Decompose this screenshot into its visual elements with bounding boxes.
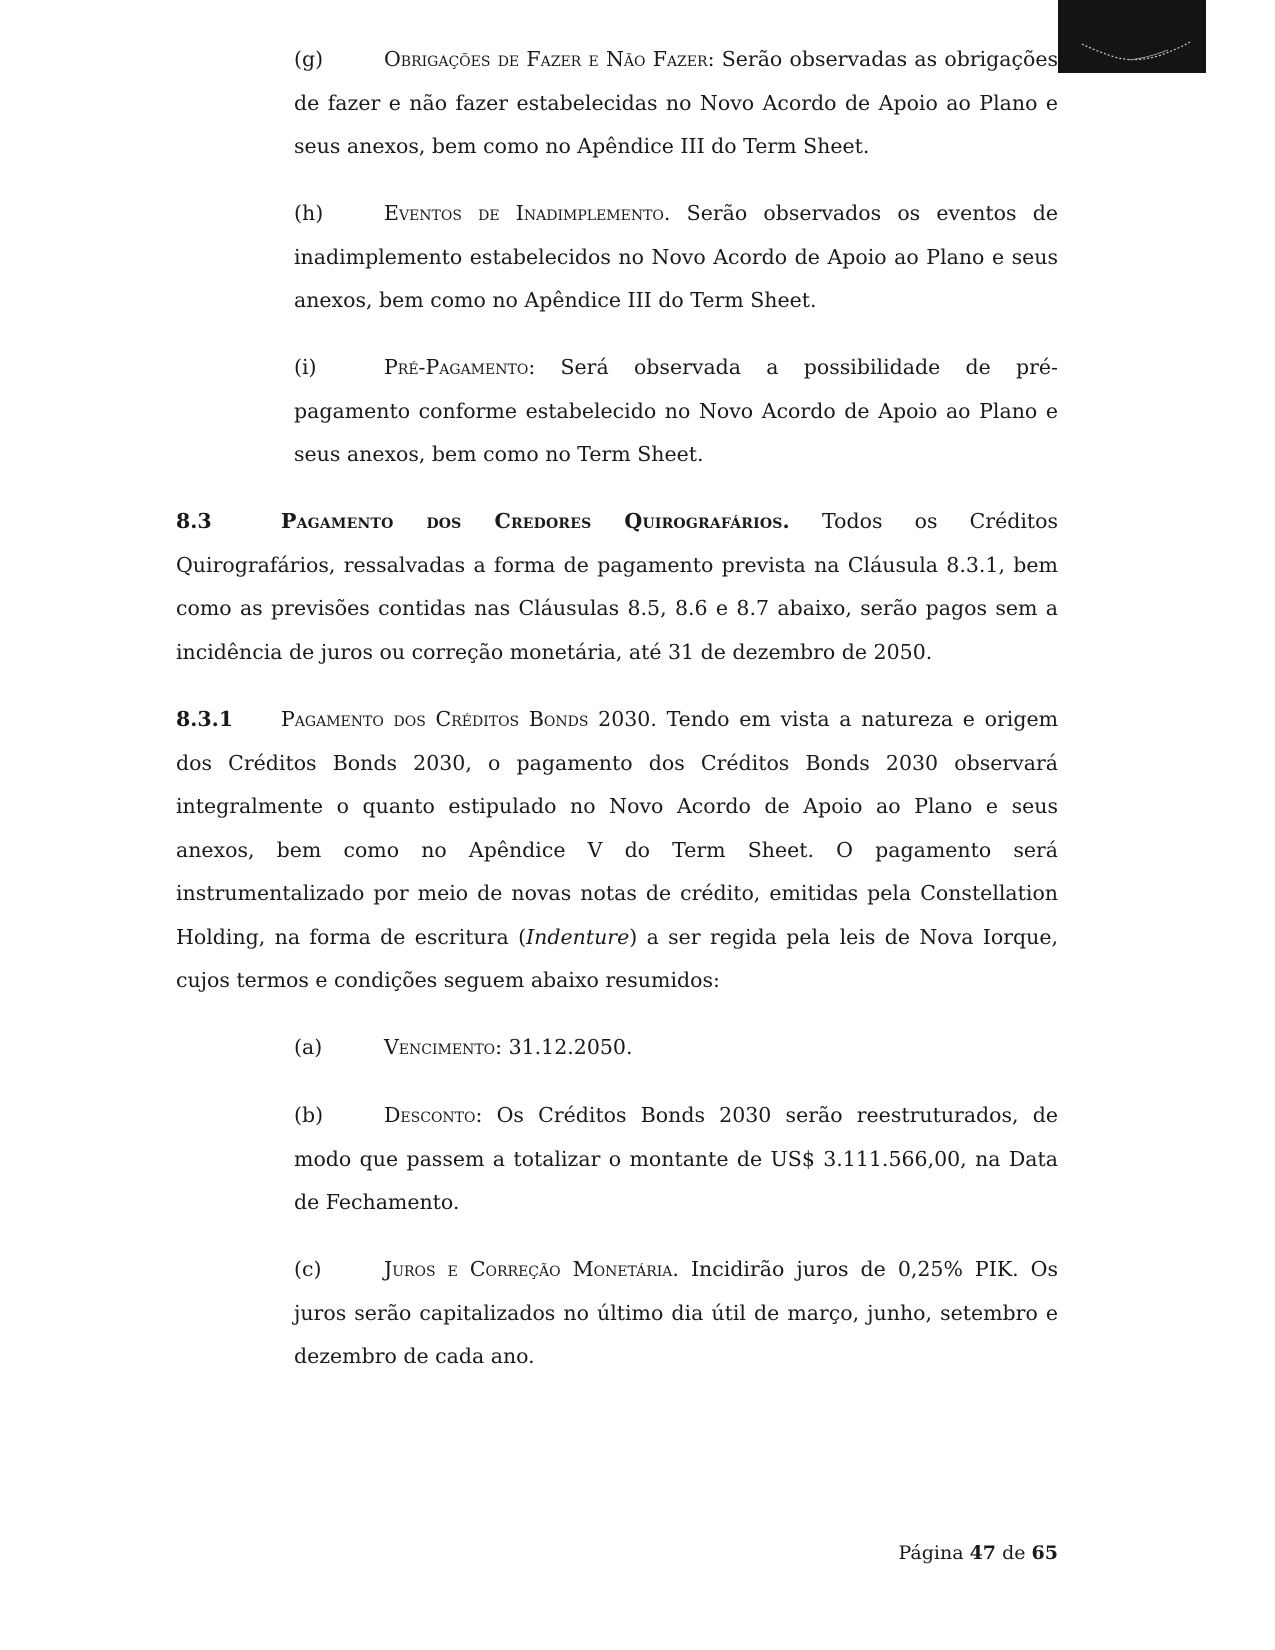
- section-text: Será observada a possibilidade de pré-pagamento conforme estabelecido no Novo Acordo de Apoio ao Plano e seus anexos, bem como no Term Sheet.: [294, 355, 1058, 466]
- section-text: Tendo em vista a natureza e origem dos Créditos Bonds 2030, o pagamento dos Créditos Bonds 2030 observará integralmente o quanto estipulado no Novo Acordo de Apoio ao Plano e seus anexos, bem como no Apêndice V do Term Sheet. O pagamento será instrumentalizado por meio de novas notas de crédito, emitidas pela Constellation Holding, na forma de escritura (: [176, 707, 1059, 949]
- section-text: Os Créditos Bonds 2030 serão reestruturados, de modo que passem a totalizar o montante de US$ 3.111.566,00, na Data de Fechamento.: [294, 1103, 1058, 1214]
- page-total: 65: [1031, 1542, 1058, 1564]
- italic-term: Indenture: [526, 924, 630, 949]
- section-text: Incidirão juros de 0,25% PIK. Os juros serão capitalizados no último dia útil de março, junho, setembro e dezembro de cada ano.: [294, 1257, 1058, 1368]
- section-label: (h): [294, 201, 324, 225]
- section-label: 8.3: [176, 509, 212, 533]
- section-label: (a): [294, 1035, 323, 1059]
- section-text: Todos os Créditos Quirografários, ressalvadas a forma de pagamento prevista na Cláusula 8.3.1, bem como as previsões contidas nas Cláusulas 8.5, 8.6 e 8.7 abaixo, serão pagos sem a incidência de juros ou correção monetária, até 31 de dezembro de 2050.: [176, 509, 1059, 664]
- section-label: (g): [294, 47, 324, 71]
- section-text: Serão observadas as obrigações de fazer e não fazer estabelecidas no Novo Acordo de Apoio ao Plano e seus anexos, bem como no Apêndice III do Term Sheet.: [294, 47, 1058, 158]
- section-heading: Eventos de Inadimplemento: [384, 201, 664, 225]
- corner-logo: [1058, 0, 1206, 73]
- section-h: [294, 192, 1058, 323]
- heading-separator: :: [475, 1103, 483, 1127]
- page-footer: [898, 1538, 1058, 1568]
- section-heading: Juros e Correção Monetária: [384, 1257, 673, 1281]
- section-c: [294, 1248, 1058, 1379]
- section-8-3-1: [176, 698, 1058, 1003]
- heading-separator: .: [663, 201, 671, 225]
- section-text: 31.12.2050.: [502, 1035, 633, 1059]
- footer-prefix: Página: [898, 1542, 964, 1564]
- heading-separator: :: [707, 47, 715, 71]
- section-heading: Pré-Pagamento: [384, 355, 529, 379]
- section-label: (i): [294, 355, 317, 379]
- section-text-continued: ) a ser regida pela leis de Nova Iorque, cujos termos e condições seguem abaixo resumidos:: [176, 924, 1058, 992]
- section-text: Serão observados os eventos de inadimplemento estabelecidos no Novo Acordo de Apoio ao Plano e seus anexos, bem como no Apêndice III do Term Sheet.: [294, 201, 1058, 312]
- section-heading: Desconto: [384, 1103, 476, 1127]
- section-label: (c): [294, 1257, 322, 1281]
- section-label: (b): [294, 1103, 324, 1127]
- signature-logo-icon: [1058, 0, 1206, 73]
- section-i: [294, 346, 1058, 477]
- section-g: [294, 38, 1058, 169]
- heading-separator: :: [528, 355, 536, 379]
- page-number: 47: [969, 1542, 997, 1564]
- footer-middle: de: [1002, 1542, 1026, 1564]
- section-heading: Pagamento dos Créditos Bonds 2030: [281, 707, 651, 731]
- section-b: [294, 1094, 1058, 1225]
- heading-separator: .: [650, 707, 657, 731]
- section-heading: Obrigações de Fazer e Não Fazer: [384, 47, 708, 71]
- heading-separator: :: [495, 1035, 503, 1059]
- section-heading: Vencimento: [384, 1035, 496, 1059]
- section-8-3: [176, 500, 1058, 674]
- heading-separator: .: [672, 1257, 679, 1281]
- section-heading: Pagamento dos Credores Quirografários.: [281, 509, 790, 533]
- section-a: [294, 1026, 1058, 1070]
- section-label: 8.3.1: [176, 707, 234, 731]
